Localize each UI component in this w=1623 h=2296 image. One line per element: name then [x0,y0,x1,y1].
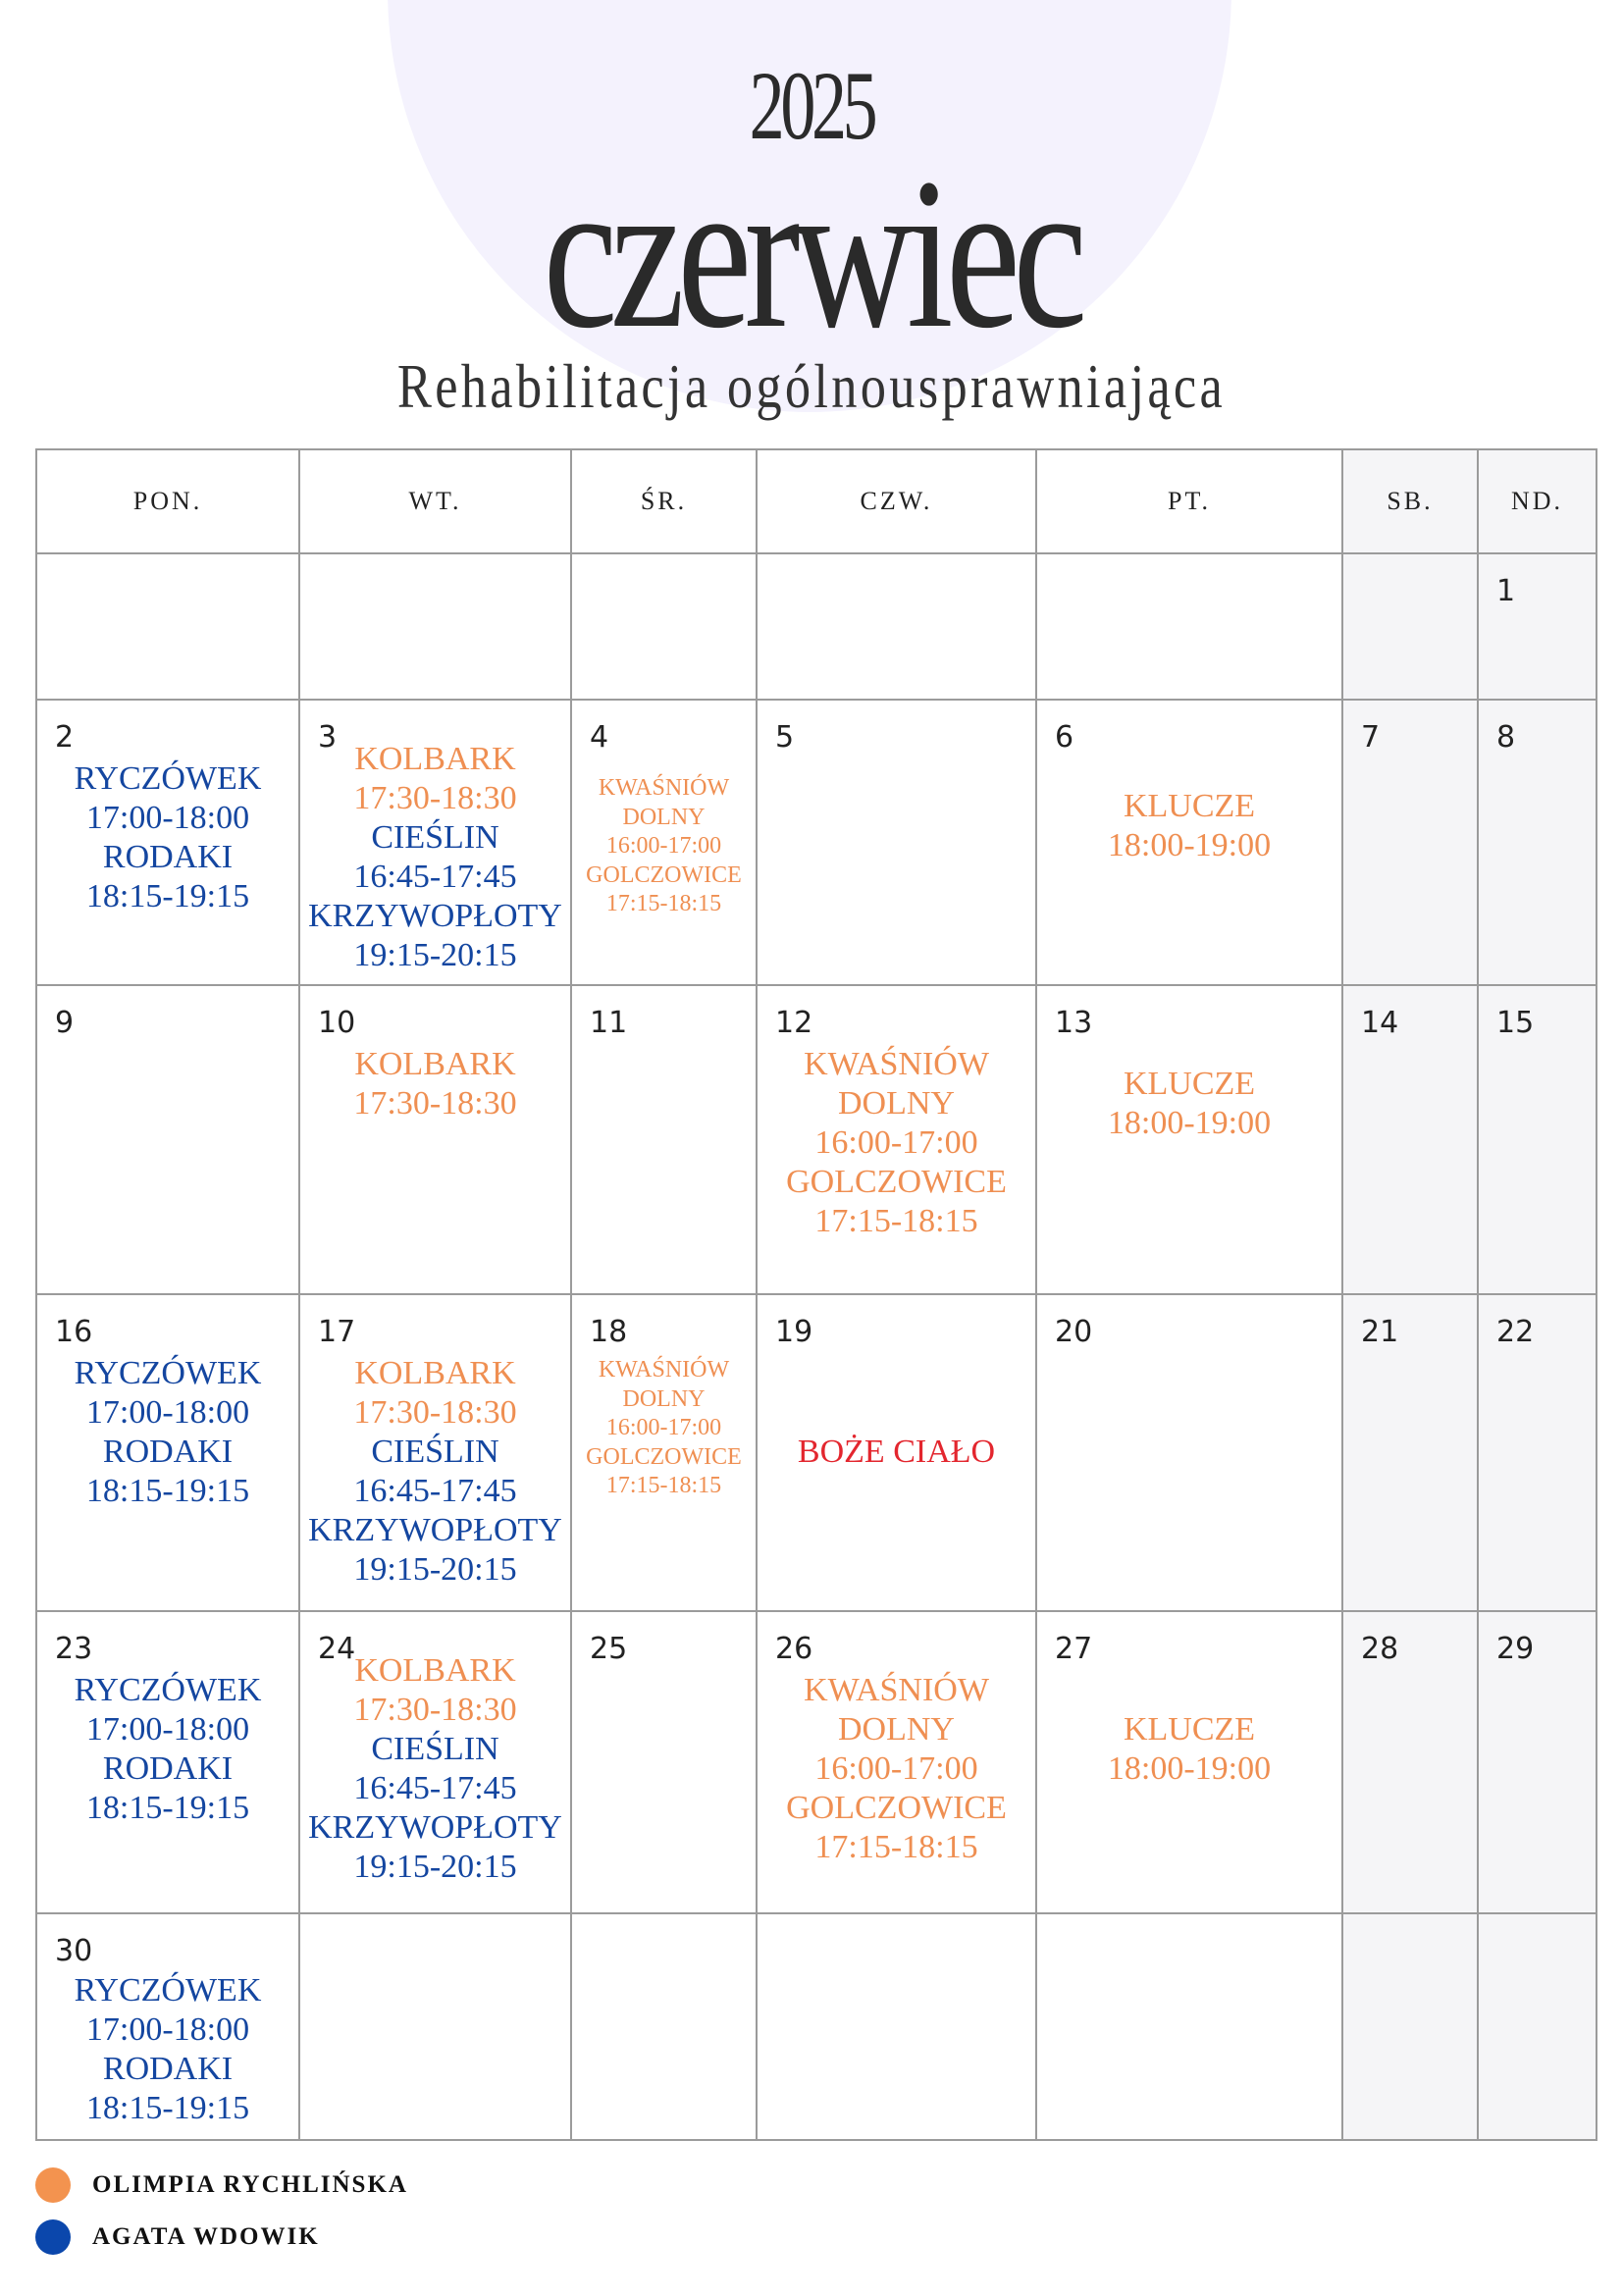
event-line: 18:00-19:00 [1107,1104,1272,1141]
day-cell [299,1913,571,2140]
day-cell [36,1611,299,1913]
day-events [1037,787,1341,865]
day-cell [36,1294,299,1611]
day-events [37,1354,298,1511]
day-number: 5 [775,720,795,756]
weekday-header: PON. [36,449,299,553]
week-row [36,1611,1597,1913]
legend-name: AGATA WDOWIK [92,2223,320,2250]
event-line: 18:00-19:00 [1107,1749,1272,1787]
event-line: KWAŚNIÓW [598,1357,730,1383]
event-line: GOLCZOWICE [586,1443,742,1470]
day-cell [1342,700,1478,984]
day-cell [757,1611,1036,1913]
event-line: KRZYWOPŁOTY [308,1512,562,1549]
event-line: DOLNY [622,804,706,830]
event-line: RYCZÓWEK [74,1671,262,1708]
event-line: 17:00-18:00 [85,2011,250,2049]
weekday-header: ŚR. [571,449,757,553]
day-number: 23 [55,1631,93,1666]
weekday-header: SB. [1342,449,1478,553]
event-line: 19:15-20:15 [353,1848,517,1885]
event-line: RODAKI [102,2051,234,2088]
day-number: 27 [1055,1631,1093,1666]
calendar-subtitle: Rehabilitacja ogólnousprawniająca [396,351,1227,421]
day-cell [36,700,299,984]
day-cell [757,1913,1036,2140]
day-number: 14 [1361,1005,1399,1040]
day-number: 18 [590,1315,628,1350]
day-number: 12 [775,1005,813,1040]
calendar-grid [35,448,1597,2141]
day-cell [571,1611,757,1913]
event-line: KLUCZE [1123,1710,1256,1748]
day-cell [1478,1611,1597,1913]
week-row [36,985,1597,1295]
event-line: RYCZÓWEK [74,1355,262,1392]
day-cell [299,1294,571,1611]
day-number: 30 [55,1934,93,1969]
day-cell [1342,985,1478,1295]
event-line: 18:15-19:15 [85,878,250,915]
day-cell [1342,553,1478,700]
day-number: 2 [55,720,75,756]
day-cell [36,1913,299,2140]
day-number: 15 [1496,1005,1535,1040]
legend-dot [35,2219,71,2255]
event-line: 18:15-19:15 [85,2090,250,2127]
day-events [300,1354,570,1590]
event-line: KRZYWOPŁOTY [308,898,562,935]
day-cell [36,985,299,1295]
day-cell [1478,1294,1597,1611]
day-cell [1478,700,1597,984]
event-line: 18:15-19:15 [85,1789,250,1826]
day-cell [757,985,1036,1295]
weekday-header-row [36,449,1597,553]
event-line: 17:15-18:15 [814,1828,978,1865]
event-line: 19:15-20:15 [353,1551,517,1589]
event-line: KOLBARK [354,741,516,778]
day-cell [299,985,571,1295]
event-line: 18:15-19:15 [85,1473,250,1510]
day-number: 16 [55,1315,93,1350]
event-line: RODAKI [102,839,234,876]
day-events [758,1433,1035,1472]
weekday-header: CZW. [757,449,1036,553]
event-line: GOLCZOWICE [786,1163,1007,1200]
event-line: 17:15-18:15 [814,1202,978,1239]
day-events [1037,1710,1341,1789]
event-line: 17:30-18:30 [353,1691,517,1728]
event-line: 18:00-19:00 [1107,827,1272,864]
event-line: 17:30-18:30 [353,1084,517,1122]
day-number: 3 [318,720,338,756]
day-number: 1 [1496,574,1516,608]
day-events [300,1045,570,1123]
event-line: DOLNY [838,1084,955,1122]
event-line: 17:15-18:15 [605,1473,722,1499]
day-number: 6 [1055,720,1074,756]
event-line: KOLBARK [354,1045,516,1082]
event-line: RODAKI [102,1749,234,1787]
event-line: 17:00-18:00 [85,800,250,837]
day-cell [36,553,299,700]
day-cell [757,1294,1036,1611]
week-row [36,1294,1597,1611]
day-number: 25 [590,1631,628,1666]
event-line: RODAKI [102,1434,234,1471]
event-line: 16:45-17:45 [353,1769,517,1806]
event-line: 16:00-17:00 [605,1415,722,1441]
day-cell [299,700,571,984]
event-line: 17:00-18:00 [85,1710,250,1748]
event-line: RYCZÓWEK [74,1972,262,2009]
event-line: CIEŚLIN [371,819,499,857]
day-number: 4 [590,720,609,756]
day-cell [1036,1294,1342,1611]
day-number: 20 [1055,1315,1093,1350]
event-line: 16:45-17:45 [353,859,517,896]
day-number: 10 [318,1005,356,1040]
day-cell [571,1913,757,2140]
event-line: KOLBARK [354,1651,516,1689]
event-line: KLUCZE [1123,788,1256,825]
weekday-header: PT. [1036,449,1342,553]
event-line: 19:15-20:15 [353,937,517,974]
day-number: 17 [318,1315,356,1350]
day-number: 29 [1496,1631,1535,1666]
event-line: DOLNY [622,1385,706,1412]
day-cell [1036,700,1342,984]
day-events [1037,1065,1341,1143]
day-number: 22 [1496,1315,1535,1350]
day-cell [1342,1294,1478,1611]
day-number: 8 [1496,720,1516,756]
event-line: 17:15-18:15 [605,891,722,917]
event-line: KRZYWOPŁOTY [308,1808,562,1846]
legend-name: OLIMPIA RYCHLIŃSKA [92,2171,408,2198]
event-line: 16:00-17:00 [814,1749,978,1787]
weekday-header: WT. [299,449,571,553]
event-line: KOLBARK [354,1355,516,1392]
day-number: 19 [775,1315,813,1350]
event-line: 17:30-18:30 [353,1394,517,1432]
event-line: CIEŚLIN [371,1434,499,1471]
day-cell [571,553,757,700]
day-events [572,1356,756,1501]
day-cell [571,1294,757,1611]
event-line: 17:30-18:30 [353,780,517,817]
legend-dot [35,2167,71,2203]
event-line: GOLCZOWICE [586,861,742,888]
day-cell [1478,553,1597,700]
event-line: 16:00-17:00 [605,833,722,860]
day-cell [299,1611,571,1913]
legend-item [35,2219,320,2255]
calendar-year: 2025 [749,51,874,160]
day-number: 28 [1361,1631,1399,1666]
day-events [758,1045,1035,1241]
day-events [37,1671,298,1828]
day-cell [1036,1913,1342,2140]
event-line: CIEŚLIN [371,1730,499,1767]
event-line: 17:00-18:00 [85,1394,250,1432]
event-line: KWAŚNIÓW [804,1045,989,1082]
day-cell [571,700,757,984]
event-line: KWAŚNIÓW [804,1671,989,1708]
day-number: 24 [318,1631,356,1666]
day-events [300,740,570,975]
event-line: BOŻE CIAŁO [797,1434,996,1471]
day-cell [1342,1913,1478,2140]
weekday-header: ND. [1478,449,1597,553]
calendar-month: czerwiec [543,133,1080,373]
event-line: GOLCZOWICE [786,1789,1007,1826]
day-cell [299,553,571,700]
week-row [36,553,1597,700]
event-line: DOLNY [838,1710,955,1748]
day-number: 26 [775,1631,813,1666]
day-cell [1036,985,1342,1295]
day-events [37,759,298,916]
day-cell [757,553,1036,700]
day-cell [1036,1611,1342,1913]
week-row [36,1913,1597,2140]
day-cell [1478,985,1597,1295]
day-cell [571,985,757,1295]
event-line: 16:00-17:00 [814,1123,978,1161]
day-cell [1478,1913,1597,2140]
day-number: 7 [1361,720,1381,756]
day-cell [1342,1611,1478,1913]
event-line: RYCZÓWEK [74,760,262,798]
day-number: 11 [590,1005,628,1040]
day-events [300,1651,570,1887]
day-events [758,1671,1035,1867]
day-number: 9 [55,1005,75,1040]
event-line: KWAŚNIÓW [598,775,730,802]
day-events [572,774,756,919]
week-row [36,700,1597,984]
event-line: KLUCZE [1123,1065,1256,1102]
day-events [37,1971,298,2128]
day-cell [1036,553,1342,700]
event-line: 16:45-17:45 [353,1473,517,1510]
day-number: 21 [1361,1315,1399,1350]
day-cell [757,700,1036,984]
day-number: 13 [1055,1005,1093,1040]
legend-item [35,2167,408,2203]
